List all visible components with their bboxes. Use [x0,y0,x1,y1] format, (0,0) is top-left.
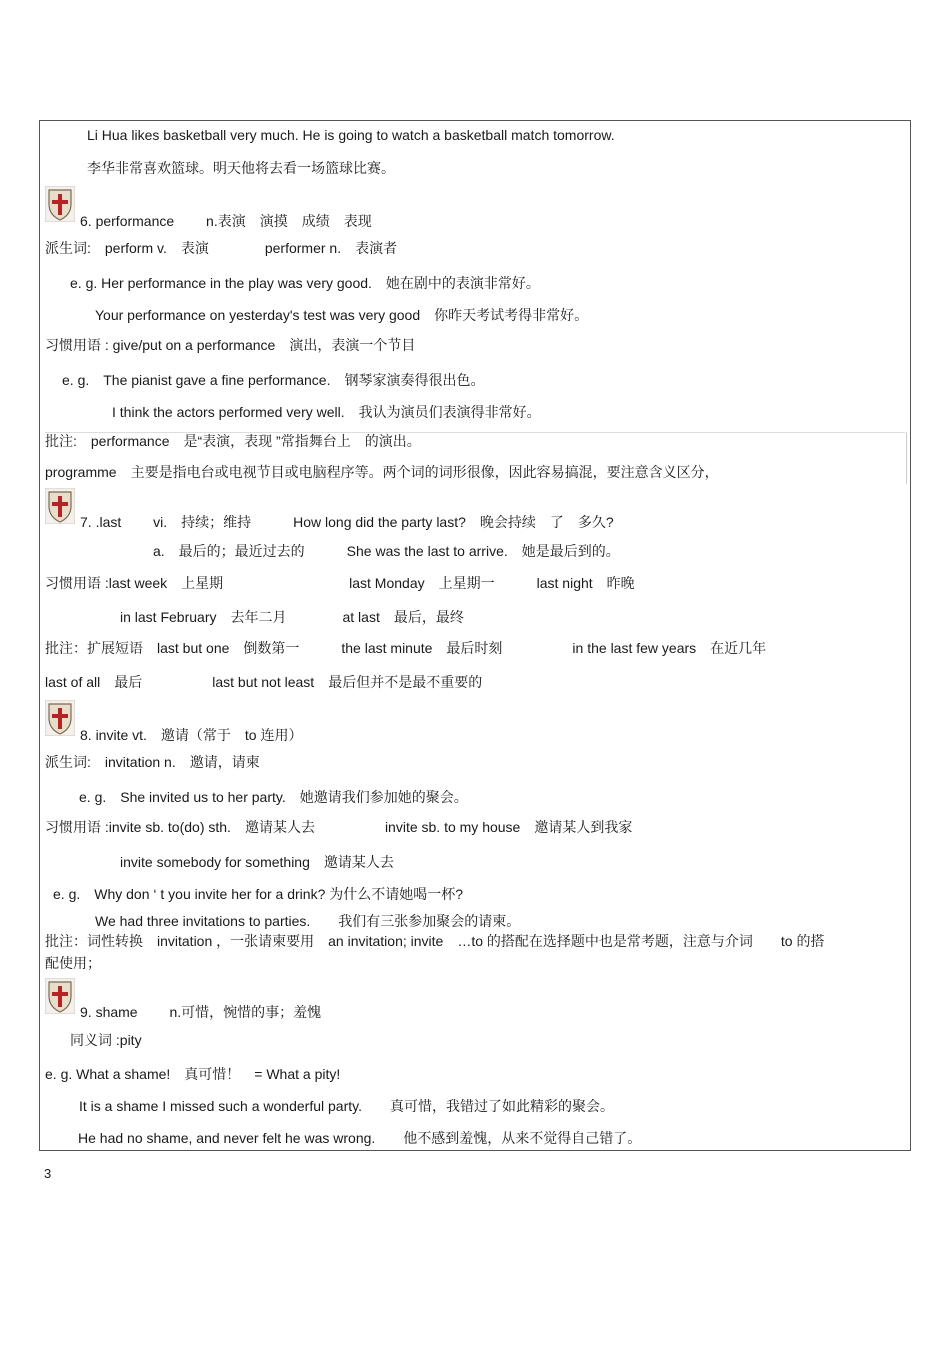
example-translation: 李华非常喜欢篮球。明天他将去看一场篮球比赛。 [87,160,395,176]
example-line: It is a shame I missed such a wonderful party. 真可惜，我错过了如此精彩的聚会。 [79,1098,614,1114]
example-line: I think the actors performed very well. 我认为演员们表演得非常好。 [112,404,541,420]
note-line: 批注：扩展短语 last but one 倒数第一 the last minute 最后时刻 in the last few years 在近几年 [45,640,767,656]
note-line: 配使用； [45,955,101,971]
shield-icon [45,488,75,524]
idiom-line: in last February 去年二月 at last 最后，最终 [120,609,464,625]
example-line: He had no shame, and never felt he was wrong. 他不感到羞愧，从来不觉得自己错了。 [78,1130,642,1146]
vocab-heading-last: 7. .last vi. 持续；维持 How long did the party last? 晚会持续 了 多久? [80,514,614,530]
example-line: Your performance on yesterday's test was very good 你昨天考试考得非常好。 [95,307,589,323]
shield-icon [45,186,75,222]
note-line: 批注: performance 是“表演，表现 ”常指舞台上 的演出。 [45,433,421,449]
idiom-line: 习惯用语 :last week 上星期 last Monday 上星期一 last night 昨晚 [45,575,635,591]
vocab-heading-shame: 9. shame n.可惜，惋惜的事；羞愧 [80,1004,322,1020]
example-sentence: Li Hua likes basketball very much. He is going to watch a basketball match tomorrow. [87,127,615,143]
vocab-heading-performance: 6. performance n.表演 演摸 成绩 表现 [80,213,372,229]
example-line: e. g. What a shame! 真可惜！ = What a pity! [45,1066,341,1082]
definition-line: a. 最后的；最近过去的 She was the last to arrive. 她是最后到的。 [153,543,620,559]
synonym-line: 同义词 :pity [70,1032,142,1048]
page-number: 3 [44,1166,52,1181]
derivative-line: 派生词: invitation n. 邀请，请柬 [45,754,260,770]
example-line: We had three invitations to parties. 我们有三张参加聚会的请柬。 [95,913,521,929]
example-line: e. g. Why don ‘ t you invite her for a drink? 为什么不请她喝一杯? [53,886,464,902]
vocab-heading-invite: 8. invite vt. 邀请（常于 to 连用） [80,727,303,743]
derivative-line: 派生词: perform v. 表演 performer n. 表演者 [45,240,398,256]
note-margin-line [906,432,907,484]
idiom-line: 习惯用语 : give/put on a performance 演出，表演一个节目 [45,337,416,353]
example-line: e. g. Her performance in the play was very good. 她在剧中的表演非常好。 [70,275,540,291]
note-line: last of all 最后 last but not least 最后但并不是最不重要的 [45,674,483,690]
shield-icon [45,700,75,736]
example-line: e. g. The pianist gave a fine performance. 钢琴家演奏得很出色。 [62,372,485,388]
note-line: programme 主要是指电台或电视节目或电脑程序等。两个词的词形很像，因此容易搞混，要注意含义区分， [45,464,719,480]
idiom-line: 习惯用语 :invite sb. to(do) sth. 邀请某人去 invite sb. to my house 邀请某人到我家 [45,819,633,835]
shield-icon [45,978,75,1014]
idiom-line: invite somebody for something 邀请某人去 [120,854,394,870]
example-line: e. g. She invited us to her party. 她邀请我们参加她的聚会。 [79,789,468,805]
note-line: 批注：词性转换 invitation ，一张请柬要用 an invitation; invite …to 的搭配在选择题中也是常考题，注意与介词 to 的搭 [45,933,825,949]
